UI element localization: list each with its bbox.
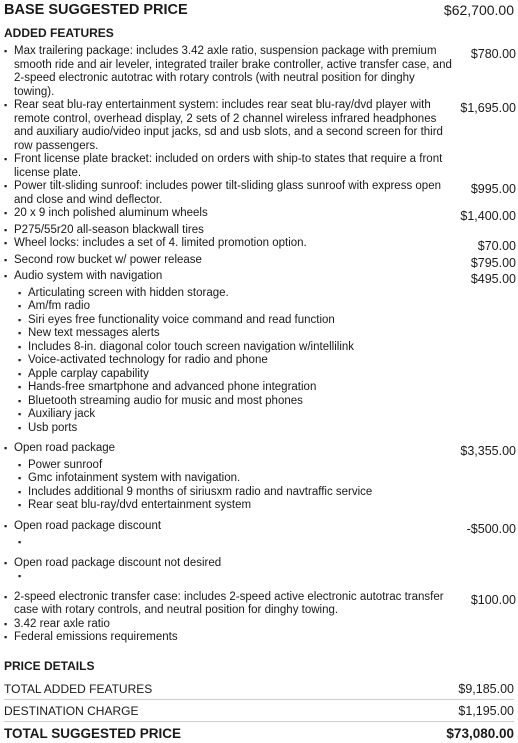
bullet-icon: ▪ xyxy=(4,443,8,453)
feature-subitem-text: Includes additional 9 months of siriusxm radio and navtraffic service xyxy=(28,485,373,498)
feature-subitem xyxy=(18,300,516,314)
feature-price: -$500.00 xyxy=(466,521,516,536)
destination-charge-label: DESTINATION CHARGE xyxy=(4,704,139,718)
bullet-icon: ▪ xyxy=(18,422,22,433)
feature-subitem xyxy=(18,341,516,355)
feature-subitem xyxy=(18,422,516,436)
feature-subitem xyxy=(18,459,516,473)
feature-item xyxy=(4,618,516,632)
feature-subitem xyxy=(18,472,516,486)
feature-description xyxy=(4,631,452,645)
base-price-row xyxy=(4,2,514,18)
bullet-icon: ▪ xyxy=(18,328,22,338)
feature-text: Open road package discount not desired xyxy=(14,556,222,569)
feature-item xyxy=(4,442,516,459)
destination-charge-value: $1,195.00 xyxy=(458,704,514,718)
feature-item xyxy=(4,254,516,271)
feature-price: $995.00 xyxy=(470,182,516,196)
feature-price: $795.00 xyxy=(470,255,516,270)
feature-price xyxy=(452,618,516,621)
bullet-icon: ▪ xyxy=(18,287,22,298)
total-added-features-value: $9,185.00 xyxy=(458,682,514,696)
feature-item xyxy=(4,99,516,153)
feature-subitem xyxy=(18,381,516,395)
feature-sublist xyxy=(4,570,516,584)
total-suggested-price-row xyxy=(4,726,514,741)
feature-subitem xyxy=(18,287,516,301)
feature-subitem xyxy=(18,408,516,422)
bullet-icon: ▪ xyxy=(4,181,8,191)
feature-sublist xyxy=(4,287,516,436)
feature-subitem-text: Apple carplay capability xyxy=(28,367,149,380)
bullet-icon: ▪ xyxy=(4,557,8,568)
bullet-icon: ▪ xyxy=(4,254,8,265)
feature-subitem xyxy=(18,570,516,584)
bullet-icon: ▪ xyxy=(18,301,22,311)
feature-subitem-text: Power sunroof xyxy=(28,458,103,471)
bullet-icon: ▪ xyxy=(4,632,8,642)
feature-item xyxy=(4,224,516,238)
feature-description xyxy=(4,224,452,238)
feature-item xyxy=(4,631,516,645)
feature-subitem xyxy=(18,314,516,328)
feature-text: Power tilt-sliding sunroof: includes power tilt-sliding glass sunroof with express open and close and wind deflector. xyxy=(14,180,441,206)
feature-description xyxy=(4,99,452,153)
feature-text: Max trailering package: includes 3.42 axle ratio, suspension package with premium smooth ride and air leveler, integrated trailer brake controller, active transfer case, and 2-speed electronic autotrac with rotary controls (with neutral position for dinghy towing). xyxy=(14,45,452,98)
feature-text: Second row bucket w/ power release xyxy=(14,253,202,266)
feature-description xyxy=(4,45,452,99)
destination-charge-row xyxy=(4,704,514,718)
feature-subitem xyxy=(18,395,516,409)
feature-subitem-text: Gmc infotainment system with navigation. xyxy=(28,472,241,484)
feature-price xyxy=(452,631,516,634)
feature-price xyxy=(452,153,516,156)
bullet-icon: ▪ xyxy=(4,271,8,281)
feature-subitem-text: Voice-activated technology for radio and phone xyxy=(28,354,268,366)
bullet-icon: ▪ xyxy=(18,368,22,379)
feature-description xyxy=(4,180,452,207)
feature-description xyxy=(4,557,452,571)
feature-description xyxy=(4,520,452,534)
feature-subitem-text: Siri eyes free functionality voice command and read function xyxy=(28,313,335,326)
base-price-label: BASE SUGGESTED PRICE xyxy=(4,2,188,18)
bullet-icon: ▪ xyxy=(4,591,8,602)
bullet-icon: ▪ xyxy=(4,618,8,629)
bullet-icon: ▪ xyxy=(18,500,22,510)
feature-item xyxy=(4,520,516,537)
feature-item xyxy=(4,45,516,99)
feature-subitem xyxy=(18,354,516,368)
feature-item xyxy=(4,153,516,180)
spacer xyxy=(4,550,516,557)
feature-list xyxy=(4,45,516,645)
bullet-icon: ▪ xyxy=(4,100,8,110)
bullet-icon: ▪ xyxy=(4,154,8,164)
feature-description xyxy=(4,207,452,221)
bullet-icon: ▪ xyxy=(18,314,22,325)
bullet-icon: ▪ xyxy=(18,571,22,581)
spacer xyxy=(4,513,516,520)
total-suggested-price-value: $73,080.00 xyxy=(446,726,514,741)
feature-text: Open road package xyxy=(14,442,116,454)
feature-description xyxy=(4,237,452,251)
divider xyxy=(4,721,514,722)
feature-item xyxy=(4,180,516,207)
spacer xyxy=(4,435,516,442)
feature-subitem-text: Auxiliary jack xyxy=(28,408,96,420)
feature-text: P275/55r20 all-season blackwall tires xyxy=(14,223,204,236)
total-suggested-price-label: TOTAL SUGGESTED PRICE xyxy=(4,726,182,741)
feature-subitem-text: Rear seat blu-ray/dvd entertainment system xyxy=(28,499,252,511)
feature-item xyxy=(4,557,516,571)
bullet-icon: ▪ xyxy=(4,46,8,56)
feature-description xyxy=(4,153,452,180)
feature-subitem-text: Bluetooth streaming audio for music and most phones xyxy=(28,394,303,407)
feature-description xyxy=(4,270,452,284)
total-added-features-row xyxy=(4,682,514,696)
feature-text: Rear seat blu-ray entertainment system: includes rear seat blu-ray/dvd player with remote control, overhead display, 2 sets of 2 channel wireless infrared headphones and auxiliary audio/video input jacks, sd and usb slots, and a second screen for third row passengers. xyxy=(14,99,443,152)
bullet-icon: ▪ xyxy=(4,208,8,218)
bullet-icon: ▪ xyxy=(18,395,22,406)
bullet-icon: ▪ xyxy=(18,382,22,392)
feature-subitem xyxy=(18,486,516,500)
feature-subitem-text: Includes 8-in. diagonal color touch screen navigation w/intellilink xyxy=(28,340,355,353)
bullet-icon: ▪ xyxy=(18,355,22,365)
bullet-icon: ▪ xyxy=(18,341,22,352)
feature-text: Front license plate bracket: included on orders with ship-to states that require a front license plate. xyxy=(14,153,443,179)
bullet-icon: ▪ xyxy=(18,473,22,483)
spacer xyxy=(4,584,516,591)
feature-subitem xyxy=(18,536,516,550)
bullet-icon: ▪ xyxy=(18,537,22,547)
feature-price: $780.00 xyxy=(470,47,516,61)
feature-price xyxy=(452,557,516,560)
feature-sublist xyxy=(4,536,516,550)
feature-text: 2-speed electronic transfer case: includes 2-speed active electronic autotrac transfer case with rotary controls, and neutral position for dinghy towing. xyxy=(14,590,444,616)
bullet-icon: ▪ xyxy=(4,238,8,248)
feature-price: $100.00 xyxy=(470,592,516,607)
feature-text: 20 x 9 inch polished aluminum wheels xyxy=(14,207,208,219)
feature-price: $495.00 xyxy=(470,272,516,286)
feature-sublist xyxy=(4,459,516,513)
feature-price: $1,695.00 xyxy=(460,101,516,115)
feature-item xyxy=(4,237,516,254)
feature-price: $1,400.00 xyxy=(460,209,516,223)
divider xyxy=(4,699,514,700)
feature-description xyxy=(4,618,452,632)
feature-item xyxy=(4,591,516,618)
bullet-icon: ▪ xyxy=(18,486,22,497)
total-added-features-label: TOTAL ADDED FEATURES xyxy=(4,682,153,696)
feature-subitem-text: Articulating screen with hidden storage. xyxy=(28,286,229,299)
added-features-title: ADDED FEATURES xyxy=(4,26,114,40)
feature-text: Wheel locks: includes a set of 4. limited promotion option. xyxy=(14,237,307,249)
bullet-icon: ▪ xyxy=(18,459,22,470)
feature-price: $3,355.00 xyxy=(460,444,516,458)
feature-description xyxy=(4,254,452,268)
feature-subitem-text: Hands-free smartphone and advanced phone integration xyxy=(28,381,317,393)
feature-text: Audio system with navigation xyxy=(14,270,163,282)
price-details-title: PRICE DETAILS xyxy=(4,659,95,673)
base-price-value: $62,700.00 xyxy=(443,2,514,18)
feature-text: Federal emissions requirements xyxy=(14,631,178,643)
feature-item xyxy=(4,270,516,287)
feature-price xyxy=(452,224,516,227)
feature-item xyxy=(4,207,516,224)
feature-subitem xyxy=(18,368,516,382)
bullet-icon: ▪ xyxy=(4,520,8,531)
feature-subitem-text: New text messages alerts xyxy=(28,327,160,339)
feature-subitem xyxy=(18,499,516,513)
feature-subitem-text: Usb ports xyxy=(28,421,78,434)
feature-price: $70.00 xyxy=(477,239,516,253)
bullet-icon: ▪ xyxy=(4,224,8,235)
feature-subitem-text: Am/fm radio xyxy=(28,300,90,312)
feature-description xyxy=(4,591,452,618)
bullet-icon: ▪ xyxy=(18,409,22,419)
feature-subitem xyxy=(18,327,516,341)
feature-text: 3.42 rear axle ratio xyxy=(14,617,110,630)
feature-description xyxy=(4,442,452,456)
feature-text: Open road package discount xyxy=(14,519,162,532)
